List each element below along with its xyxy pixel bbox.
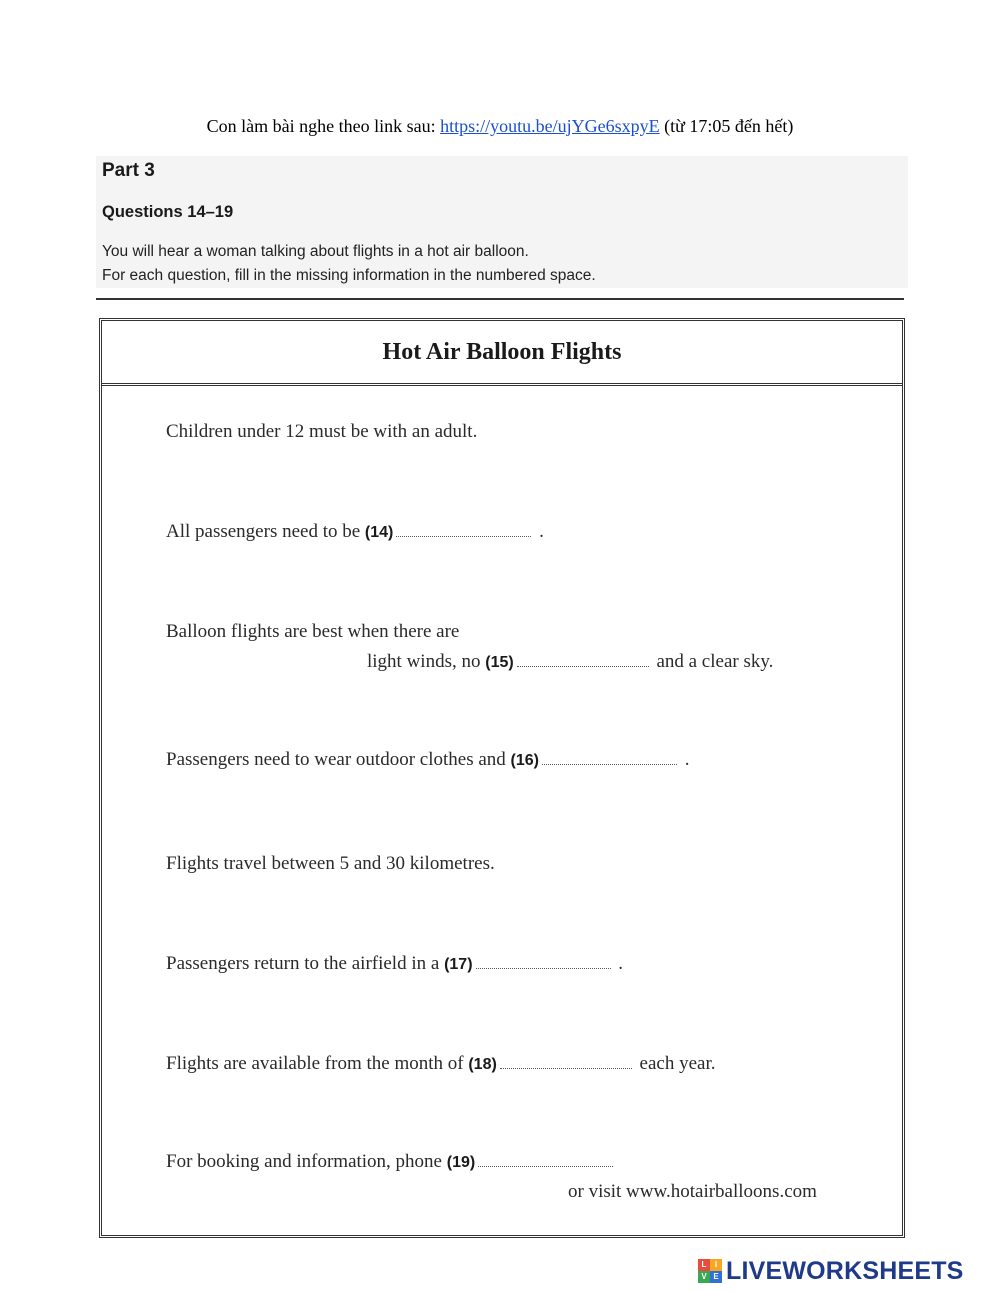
q15-answer-blank[interactable] <box>517 664 649 667</box>
logo-tile-i: I <box>710 1259 722 1271</box>
q19-answer-blank[interactable] <box>478 1164 613 1167</box>
q14-answer-blank[interactable] <box>396 534 531 537</box>
question-15 <box>367 651 773 673</box>
q19-number: (19) <box>446 1154 476 1171</box>
question-16 <box>166 749 690 771</box>
part-title: Part 3 <box>102 160 155 181</box>
q14-number: (14) <box>364 524 394 541</box>
form-box <box>99 318 905 1238</box>
liveworksheets-logo-icon <box>698 1259 722 1283</box>
instruction-line-1: You will hear a woman talking about flights in a hot air balloon. <box>102 243 529 260</box>
q17-text: Passengers return to the airfield in a <box>166 953 445 974</box>
q16-end: . <box>680 749 690 770</box>
question-17 <box>166 953 623 975</box>
form-title-row <box>102 321 902 386</box>
liveworksheets-logo <box>698 1256 964 1286</box>
statement-children: Children under 12 must be with an adult. <box>166 421 478 442</box>
statement-distance: Flights travel between 5 and 30 kilometres. <box>166 853 495 874</box>
question-18 <box>166 1053 716 1075</box>
logo-tile-l: L <box>698 1259 710 1271</box>
q15-end: and a clear sky. <box>651 651 774 672</box>
q16-number: (16) <box>510 752 539 769</box>
q16-answer-blank[interactable] <box>542 762 677 765</box>
q17-end: . <box>613 953 624 974</box>
q18-answer-blank[interactable] <box>500 1066 632 1069</box>
questions-range: Questions 14–19 <box>102 203 234 221</box>
q18-text: Flights are available from the month of <box>166 1053 469 1074</box>
logo-tile-v: V <box>698 1271 710 1283</box>
q18-number: (18) <box>468 1056 497 1073</box>
question-19-website: or visit www.hotairballoons.com <box>568 1181 817 1202</box>
q19-text: For booking and information, phone <box>166 1151 447 1172</box>
intro-line <box>0 116 1000 137</box>
q15-text: light winds, no <box>367 651 486 672</box>
q14-text: All passengers need to be <box>166 521 365 542</box>
form-title: Hot Air Balloon Flights <box>382 339 622 365</box>
intro-time-range: (từ 17:05 đến hết) <box>659 116 794 136</box>
q18-end: each year. <box>634 1053 716 1074</box>
header-divider <box>96 298 904 300</box>
q17-answer-blank[interactable] <box>476 966 611 969</box>
q17-number: (17) <box>444 956 473 973</box>
instruction-line-2: For each question, fill in the missing information in the numbered space. <box>102 267 596 284</box>
q15-number: (15) <box>485 654 514 671</box>
question-19 <box>166 1151 616 1173</box>
liveworksheets-logo-text: LIVEWORKSHEETS <box>726 1256 964 1285</box>
intro-text: Con làm bài nghe theo link sau: <box>206 116 441 136</box>
logo-tile-e: E <box>710 1271 722 1283</box>
q16-text: Passengers need to wear outdoor clothes and <box>166 749 511 770</box>
question-14 <box>166 521 544 543</box>
question-15-line-1: Balloon flights are best when there are <box>166 621 460 642</box>
q14-end: . <box>534 521 544 542</box>
youtube-link[interactable]: https://youtu.be/ujYGe6sxpyE <box>440 116 660 136</box>
